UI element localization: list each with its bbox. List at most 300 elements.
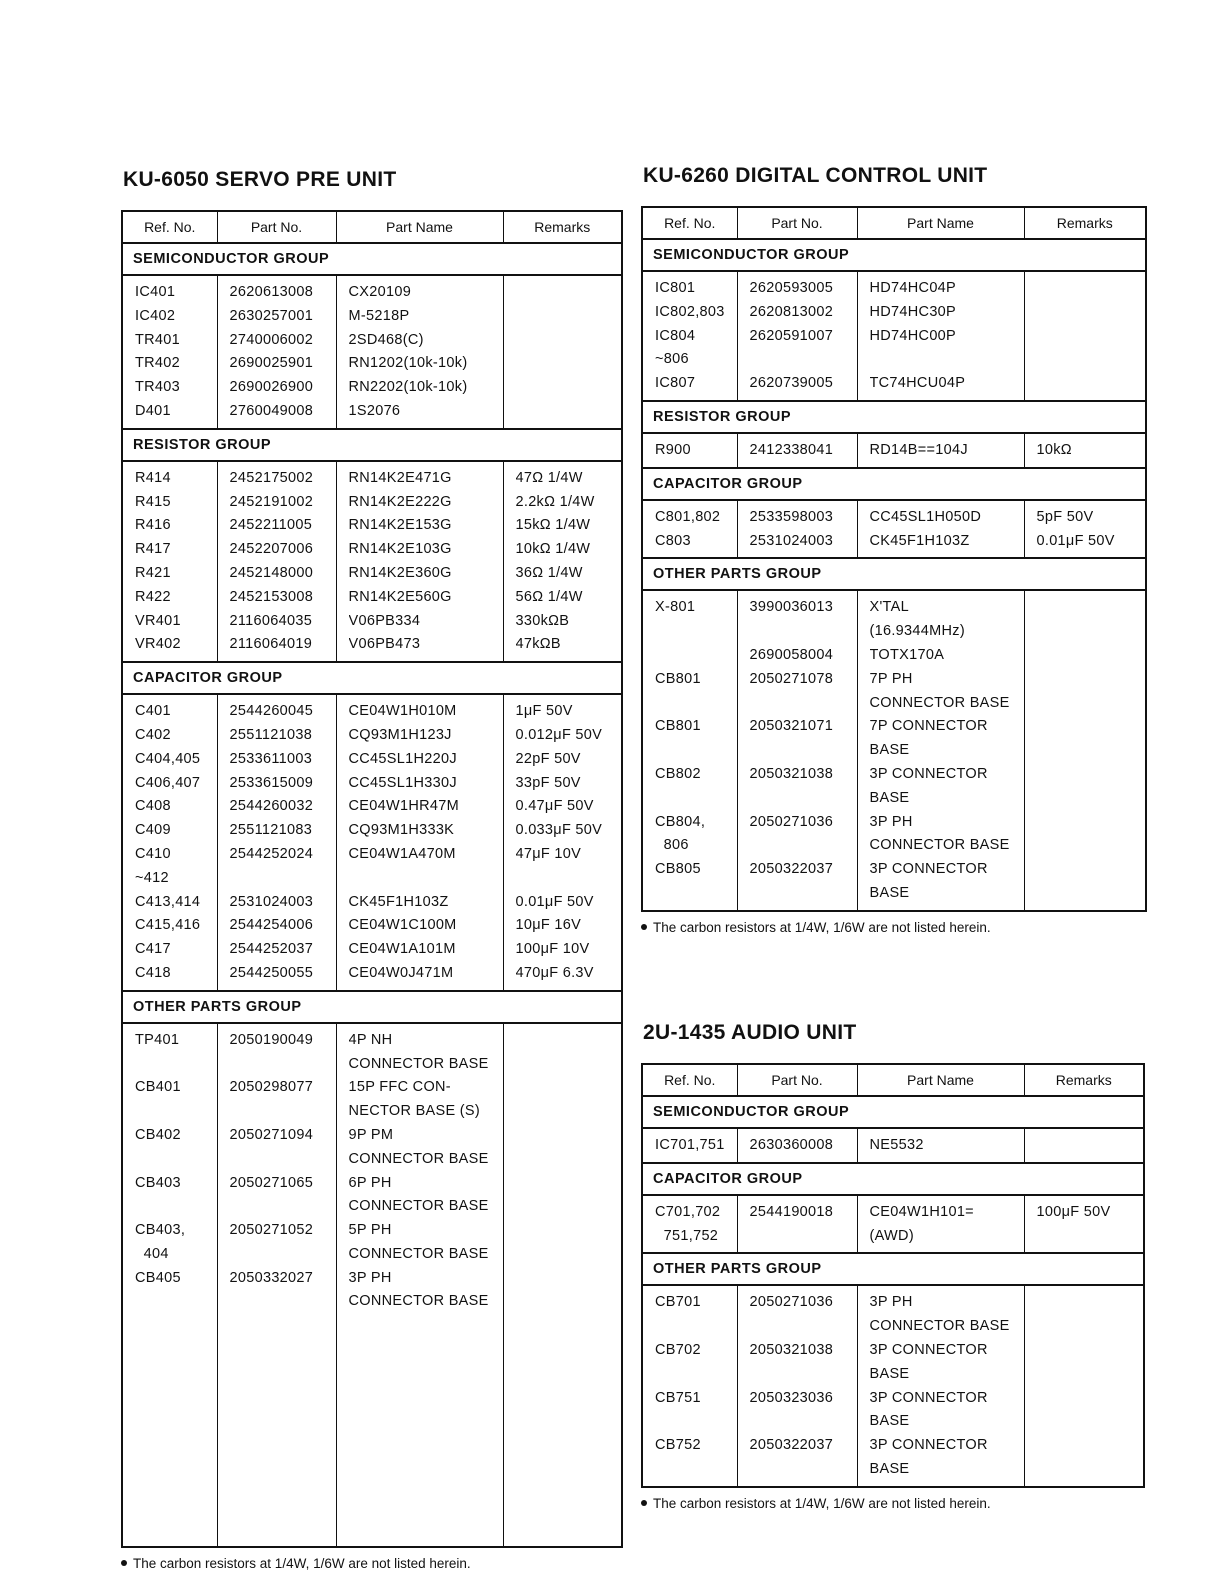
group-header-row (122, 662, 622, 694)
table-cell-text: 2544190018 (749, 1203, 834, 1220)
table-cell-text (230, 1195, 332, 1219)
table-cell-text: CB403 (135, 1174, 181, 1191)
cell-part-name (857, 271, 1024, 401)
cell-ref-no (642, 1128, 737, 1163)
table-cell-text (516, 305, 618, 329)
cell-part-no (737, 1285, 857, 1486)
cell-ref-no (122, 1023, 217, 1548)
table-cell-text: C404,405 (135, 750, 201, 767)
col-header-ref-no: Ref. No. (642, 207, 737, 239)
table-cell-text: V06PB473 (348, 636, 421, 653)
table-cell-text: 6P PH (348, 1174, 392, 1191)
col-header-remarks: Remarks (1024, 1064, 1144, 1096)
table-cell-text: 404 (135, 1245, 169, 1262)
table-cell-text (1037, 763, 1142, 787)
table-cell-text (1037, 1434, 1140, 1458)
table-cell-text (750, 882, 853, 906)
table-cell-text: RN14K2E103G (348, 541, 452, 558)
table-cell-text (1037, 277, 1142, 301)
cell-part-no (737, 590, 857, 910)
cell-part-no (737, 1195, 857, 1254)
table-cell-text (516, 329, 618, 353)
col-header-ref-no: Ref. No. (642, 1064, 737, 1096)
table-cell-text (516, 352, 618, 376)
table-cell-text: NECTOR BASE (S) (348, 1103, 481, 1120)
cell-part-no (217, 461, 336, 662)
table-cell-text: 2544252037 (229, 941, 314, 958)
table-cell-text: CK45F1H103Z (348, 893, 449, 910)
table-cell-text: 3P CONNECTOR (869, 1389, 988, 1406)
table-cell-text: TR402 (135, 355, 181, 372)
group-header-row (642, 401, 1146, 433)
table-cell-text: 2740006002 (229, 331, 314, 348)
cell-part-no (737, 1128, 857, 1163)
table-cell-text (230, 1148, 332, 1172)
table-cell-text: TC74HCU04P (869, 375, 966, 392)
table-cell-text: CONNECTOR BASE (869, 837, 1010, 854)
cell-ref-no (642, 433, 737, 468)
table-cell-text (1037, 882, 1142, 906)
group-rows (122, 1023, 622, 1548)
table-cell-text: 2050332027 (229, 1269, 314, 1286)
col-header-part-no: Part No. (737, 1064, 857, 1096)
table-cell-text: 2551121038 (229, 726, 313, 743)
table-cell-text: CB701 (655, 1294, 701, 1311)
table-cell-text: RN14K2E222G (348, 493, 452, 510)
table-cell-text: 22pF 50V (515, 750, 581, 767)
table-cell-text: IC801 (655, 280, 696, 296)
table-cell-text: 56Ω 1/4W (515, 588, 583, 605)
table-cell-text: C408 (135, 798, 171, 815)
table-cell-text: CC45SL1H330J (348, 774, 457, 791)
cell-part-no (217, 694, 336, 991)
table-cell-text: 2452148000 (229, 564, 314, 581)
table-cell-text: CB805 (655, 861, 701, 878)
table-cell-text: CC45SL1H050D (869, 508, 982, 525)
table-cell-text: CB801 (655, 670, 701, 687)
table-cell-text (230, 1053, 332, 1077)
table-cell-text: 751,752 (655, 1227, 719, 1244)
table-cell-text: CONNECTOR BASE (348, 1198, 489, 1215)
table-cell-text: 2620739005 (749, 375, 834, 392)
servo-pre-note (121, 1556, 623, 1571)
group-rows (642, 590, 1146, 910)
table-cell-text: VR401 (135, 612, 181, 629)
cell-part-name (336, 275, 503, 429)
col-header-remarks: Remarks (503, 211, 622, 243)
table-cell-text (1037, 715, 1142, 739)
cell-part-no (217, 1023, 336, 1548)
group-header-row (642, 468, 1146, 500)
table-cell-text: CB802 (655, 765, 701, 782)
table-cell-text: D401 (135, 402, 171, 419)
table-cell-text: 2050322037 (749, 1437, 834, 1454)
table-cell-text (750, 739, 853, 763)
col-header-part-name: Part Name (857, 1064, 1024, 1096)
cell-ref-no (642, 1195, 737, 1254)
digital-control-unit (641, 164, 1147, 935)
group-rows (122, 275, 622, 429)
group-header-row (122, 991, 622, 1023)
bullet-icon (121, 1560, 127, 1566)
table-cell-text (1037, 644, 1142, 668)
table-cell-text: TR401 (135, 331, 181, 348)
table-cell-text: RN14K2E360G (348, 564, 452, 581)
table-cell-text (1037, 1291, 1140, 1315)
table-cell-text (1037, 739, 1142, 763)
table-cell-text: TOTX170A (869, 646, 945, 663)
table-cell-text: IC807 (655, 375, 696, 392)
table-cell-text: RN14K2E471G (348, 469, 452, 486)
bullet-icon (641, 1500, 647, 1506)
table-cell-text: CB804, (655, 813, 706, 830)
digital-control-table (641, 206, 1147, 912)
table-cell-text: IC401 (135, 284, 176, 300)
cell-ref-no (122, 461, 217, 662)
group-rows (122, 461, 622, 662)
col-header-remarks: Remarks (1024, 207, 1146, 239)
digital-control-note (641, 920, 1147, 935)
table-cell-text (750, 1315, 853, 1339)
table-cell-text: C801,802 (655, 508, 721, 525)
table-cell-text (1037, 1134, 1140, 1158)
table-cell-text (516, 1267, 618, 1291)
table-cell-text (230, 1243, 332, 1267)
table-cell-text: 0.01μF 50V (515, 893, 594, 910)
table-cell-text: CB402 (135, 1126, 181, 1143)
table-cell-text: CB702 (655, 1341, 701, 1358)
table-cell-text: 2050271036 (749, 813, 834, 830)
table-cell-text: RN14K2E153G (348, 517, 452, 534)
table-cell-text: R417 (135, 541, 171, 558)
table-cell-text (750, 348, 853, 372)
table-cell-text: (AWD) (869, 1227, 914, 1244)
table-cell-text: 2544260045 (229, 703, 314, 720)
table-cell-text: 2531024003 (749, 532, 834, 549)
group-rows (642, 1195, 1144, 1254)
table-cell-text: BASE (869, 1460, 910, 1477)
table-cell-text: C803 (655, 532, 691, 549)
header-row (642, 1064, 1144, 1096)
cell-part-name (857, 500, 1024, 559)
table-cell-text: 2050323036 (749, 1389, 834, 1406)
col-header-part-name: Part Name (336, 211, 503, 243)
table-cell-text (1037, 811, 1142, 835)
table-cell-text: 2452211005 (229, 517, 313, 534)
cell-part-no (217, 275, 336, 429)
bullet-icon (641, 924, 647, 930)
group-rows (642, 1128, 1144, 1163)
table-cell-text (516, 1148, 618, 1172)
cell-part-name (336, 1023, 503, 1548)
table-cell-text: R416 (135, 517, 171, 534)
table-cell-text: CB401 (135, 1079, 181, 1096)
group-title: CAPACITOR GROUP (642, 1163, 1144, 1195)
table-cell-text: RN1202(10k-10k) (348, 355, 468, 372)
group-rows (642, 271, 1146, 401)
digital-control-title: KU-6260 DIGITAL CONTROL UNIT (643, 164, 988, 187)
table-cell-text: CE04W1H010M (348, 703, 457, 720)
cell-remarks (1024, 1128, 1144, 1163)
table-cell-text (230, 867, 332, 891)
table-cell-text: V06PB334 (348, 612, 421, 629)
table-cell-text: 4P NH (348, 1031, 393, 1048)
table-cell-text: 2050190049 (229, 1031, 314, 1048)
table-cell-text: 2050321038 (749, 765, 834, 782)
table-cell-text: 3990036013 (749, 599, 834, 616)
table-cell-text (1037, 1339, 1140, 1363)
group-title: SEMICONDUCTOR GROUP (642, 1096, 1144, 1128)
table-cell-text: 2452207006 (229, 541, 314, 558)
audio-title: 2U-1435 AUDIO UNIT (643, 1021, 857, 1044)
table-cell-text: CQ93M1H333K (348, 822, 455, 839)
table-cell-text: 2116064035 (229, 612, 313, 629)
table-cell-text: CONNECTOR BASE (348, 1150, 489, 1167)
cell-ref-no (642, 1285, 737, 1486)
table-cell-text: CB751 (655, 1389, 701, 1406)
cell-ref-no (642, 590, 737, 910)
table-cell-text: X-801 (655, 599, 696, 616)
table-cell-text: CE04W1HR47M (348, 798, 459, 815)
table-cell-text: 7P PH (869, 670, 913, 687)
table-cell-text: 2533615009 (229, 774, 314, 791)
group-title: OTHER PARTS GROUP (642, 558, 1146, 590)
table-cell-text: 330kΩB (515, 612, 570, 629)
audio-unit (641, 1021, 1145, 1511)
table-cell-text (750, 787, 853, 811)
audio-note (641, 1496, 1145, 1511)
table-cell-text: 1S2076 (348, 402, 401, 419)
table-cell-text (655, 620, 733, 644)
table-cell-text: R415 (135, 493, 171, 510)
table-cell-text: 2412338041 (749, 441, 834, 458)
table-cell-text (349, 867, 499, 891)
table-cell-text: 2551121083 (229, 822, 313, 839)
table-cell-text (655, 1363, 733, 1387)
table-cell-text: CQ93M1H123J (348, 726, 452, 743)
table-cell-text (516, 400, 618, 424)
table-cell-text: IC802,803 (655, 303, 725, 320)
table-cell-text: 2533598003 (749, 508, 834, 525)
table-cell-text: CE04W1H101= (869, 1203, 974, 1220)
table-cell-text (750, 834, 853, 858)
col-header-part-name: Part Name (857, 207, 1024, 239)
table-cell-text: 2544254006 (229, 917, 314, 934)
cell-ref-no (642, 271, 737, 401)
cell-part-name (336, 461, 503, 662)
table-cell-text: 2544252024 (229, 845, 314, 862)
table-cell-text: 2050271052 (229, 1222, 314, 1239)
table-cell-text: 10μF 16V (515, 917, 582, 934)
table-cell-text: C406,407 (135, 774, 201, 791)
table-cell-text: R422 (135, 588, 171, 605)
group-header-row (642, 558, 1146, 590)
table-cell-text: 2452175002 (229, 469, 314, 486)
table-cell-text: R421 (135, 564, 171, 581)
servo-pre-unit (121, 168, 623, 1571)
table-cell-text: R414 (135, 469, 171, 486)
cell-remarks (1024, 271, 1146, 401)
table-cell-text: 2050321071 (749, 718, 834, 735)
cell-part-name (857, 1285, 1024, 1486)
table-cell-text: 2760049008 (229, 402, 314, 419)
table-cell-text: RN2202(10k-10k) (348, 379, 468, 396)
col-header-part-no: Part No. (217, 211, 336, 243)
group-title: OTHER PARTS GROUP (642, 1253, 1144, 1285)
table-cell-text: 7P CONNECTOR (869, 718, 988, 735)
table-cell-text: BASE (869, 742, 910, 759)
table-cell-text (516, 867, 618, 891)
table-cell-text: 0.033μF 50V (515, 822, 603, 839)
cell-remarks (503, 694, 622, 991)
table-cell-text (1037, 325, 1142, 349)
cell-part-name (857, 433, 1024, 468)
table-cell-text: 2116064019 (229, 636, 313, 653)
group-header-row (642, 1253, 1144, 1285)
table-cell-text: C418 (135, 964, 171, 981)
group-title: CAPACITOR GROUP (642, 468, 1146, 500)
table-cell-text: 3P CONNECTOR (869, 1341, 988, 1358)
table-cell-text: RD14B==104J (869, 441, 968, 458)
table-cell-text: 1μF 50V (515, 703, 573, 720)
table-cell-text (1037, 1225, 1140, 1249)
table-cell-text: IC701,751 (655, 1137, 725, 1153)
table-cell-text: 2050271078 (749, 670, 834, 687)
table-cell-text: 15kΩ 1/4W (515, 517, 591, 534)
table-cell-text: 2050298077 (229, 1079, 314, 1096)
col-header-ref-no: Ref. No. (122, 211, 217, 243)
table-cell-text: CONNECTOR BASE (348, 1055, 489, 1072)
table-cell-text: C415,416 (135, 917, 201, 934)
table-cell-text (655, 787, 733, 811)
table-cell-text (516, 1243, 618, 1267)
group-rows (642, 500, 1146, 559)
table-cell-text (516, 1076, 618, 1100)
table-cell-text (750, 1458, 853, 1482)
table-cell-text: 47Ω 1/4W (515, 469, 583, 486)
table-cell-text: HD74HC30P (869, 303, 957, 320)
table-cell-text (1037, 834, 1142, 858)
table-cell-text: 2452191002 (229, 493, 314, 510)
table-cell-text: ~806 (655, 351, 689, 368)
table-cell-text: CB801 (655, 718, 701, 735)
note-text: The carbon resistors at 1/4W, 1/6W are not listed herein. (653, 919, 991, 935)
group-header-row (642, 1096, 1144, 1128)
table-cell-text: 2620813002 (749, 303, 834, 320)
header-row (642, 207, 1146, 239)
table-cell-text: 0.47μF 50V (515, 798, 594, 815)
table-cell-text (1037, 668, 1142, 692)
table-cell-text (230, 1100, 332, 1124)
table-cell-text: CONNECTOR BASE (869, 694, 1010, 711)
header-row (122, 211, 622, 243)
table-cell-text: 2630360008 (749, 1137, 834, 1153)
group-title: OTHER PARTS GROUP (122, 991, 622, 1023)
table-cell-text: 2620613008 (229, 284, 314, 300)
table-cell-text: C413,414 (135, 893, 201, 910)
table-cell-text: 2690026900 (229, 379, 314, 396)
table-cell-text (516, 1195, 618, 1219)
cell-remarks (1024, 500, 1146, 559)
group-rows (642, 1285, 1144, 1486)
table-cell-text: 47μF 10V (515, 845, 582, 862)
table-cell-text: C402 (135, 726, 171, 743)
table-cell-text: 2544250055 (229, 964, 314, 981)
table-cell-text (1037, 348, 1142, 372)
servo-pre-title: KU-6050 SERVO PRE UNIT (123, 168, 397, 191)
table-cell-text (516, 376, 618, 400)
table-cell-text: 5pF 50V (1036, 508, 1094, 525)
table-cell-text (230, 1290, 332, 1314)
table-cell-text: CONNECTOR BASE (348, 1245, 489, 1262)
table-cell-text (516, 1053, 618, 1077)
table-cell-text: TP401 (135, 1031, 180, 1048)
table-cell-text: 15P FFC CON- (348, 1079, 451, 1096)
table-cell-text: 3P CONNECTOR (869, 765, 988, 782)
table-cell-text: 2690058004 (749, 646, 834, 663)
table-cell-text (655, 644, 733, 668)
table-cell-text: CX20109 (348, 284, 412, 300)
table-cell-text (135, 1100, 213, 1124)
table-cell-text: 47kΩB (515, 636, 561, 653)
table-cell-text: CE04W1C100M (348, 917, 457, 934)
table-cell-text (1037, 692, 1142, 716)
table-cell-text: 2620591007 (749, 327, 834, 344)
table-cell-text: 0.01μF 50V (1036, 532, 1115, 549)
table-cell-text: 10kΩ (1036, 441, 1072, 458)
table-cell-text: CONNECTOR BASE (348, 1293, 489, 1310)
group-rows (122, 694, 622, 991)
table-cell-text: 10kΩ 1/4W (515, 541, 591, 558)
table-cell-text (516, 1172, 618, 1196)
table-cell-text: RN14K2E560G (348, 588, 452, 605)
table-cell-text: 2050321038 (749, 1341, 834, 1358)
table-cell-text (655, 1315, 733, 1339)
group-title: CAPACITOR GROUP (122, 662, 622, 694)
group-title: SEMICONDUCTOR GROUP (122, 243, 622, 275)
cell-remarks (1024, 1195, 1144, 1254)
table-cell-text (750, 1410, 853, 1434)
table-cell-text: 5P PH (348, 1222, 392, 1239)
table-cell-text: 3P CONNECTOR (869, 861, 988, 878)
table-cell-text: 3P PH (869, 1294, 913, 1311)
group-title: RESISTOR GROUP (122, 429, 622, 461)
group-header-row (642, 1163, 1144, 1195)
table-cell-text: C409 (135, 822, 171, 839)
table-cell-text: 100μF 10V (515, 941, 590, 958)
table-cell-text: 2620593005 (749, 280, 834, 296)
table-cell-text (135, 1148, 213, 1172)
table-cell-text (655, 692, 733, 716)
table-cell-text: CC45SL1H220J (348, 750, 457, 767)
table-cell-text: CB405 (135, 1269, 181, 1286)
table-cell-text (655, 1410, 733, 1434)
cell-part-name (857, 590, 1024, 910)
group-header-row (642, 239, 1146, 271)
table-cell-text: VR402 (135, 636, 181, 653)
table-cell-text (516, 1029, 618, 1053)
cell-remarks (1024, 433, 1146, 468)
col-header-part-no: Part No. (737, 207, 857, 239)
table-cell-text (1037, 372, 1142, 396)
table-cell-text: IC402 (135, 307, 176, 324)
table-cell-text: CE04W1A101M (348, 941, 456, 958)
table-cell-text: 2050322037 (749, 861, 834, 878)
table-cell-text: 9P PM (348, 1126, 394, 1143)
table-cell-text (1037, 620, 1142, 644)
cell-ref-no (122, 694, 217, 991)
cell-part-no (737, 433, 857, 468)
